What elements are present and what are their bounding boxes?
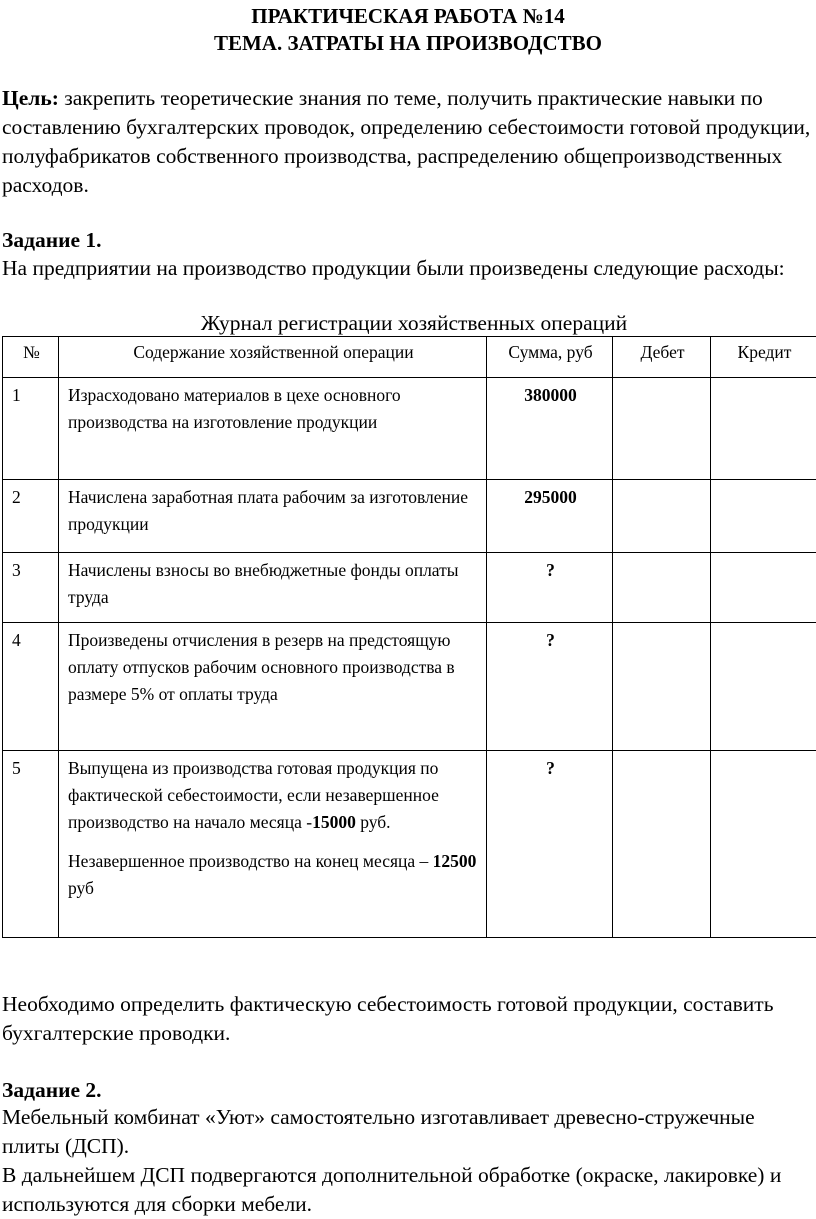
task2-heading: Задание 2. [2,1076,812,1105]
row-content: Начислена заработная плата рабочим за изготовление продукции [59,480,487,553]
row-sum: 295000 [487,480,613,553]
row-number: 1 [3,378,59,480]
row-debit [613,378,711,480]
row-content: Произведены отчисления в резерв на предстоящую оплату отпусков рабочим основного производства в размере 5% от оплаты труда [59,623,487,751]
row-number: 4 [3,623,59,751]
column-header-number: № [3,337,59,378]
column-header-debit: Дебет [613,337,711,378]
row-sum: ? [487,751,613,938]
row-content: Начислены взносы во внебюджетные фонды оплаты труда [59,553,487,623]
row-credit [711,378,816,480]
column-header-content: Содержание хозяйственной операции [59,337,487,378]
row-credit [711,553,816,623]
row-debit [613,553,711,623]
table-row [3,623,816,751]
column-header-credit: Кредит [711,337,816,378]
document-subtitle: ТЕМА. ЗАТРАТЫ НА ПРОИЗВОДСТВО [0,30,816,57]
column-header-sum: Сумма, руб [487,337,613,378]
row-sum: ? [487,623,613,751]
row-credit [711,623,816,751]
row-content: Израсходовано материалов в цехе основного производства на изготовление продукции [59,378,487,480]
wip-start-value: 15000 [312,812,356,832]
row-debit [613,623,711,751]
table-row [3,751,816,938]
row-debit [613,480,711,553]
table-row [3,553,816,623]
table-row [3,480,816,553]
task2-line1: Мебельный комбинат «Уют» самостоятельно изготавливает древесно-стружечные плиты (ДСП). [2,1103,812,1161]
row-sum: ? [487,553,613,623]
task2-line2: В дальнейшем ДСП подвергаются дополнительной обработке (окраске, лакировке) и используются для сборки мебели. [2,1161,812,1219]
table-caption: Журнал регистрации хозяйственных операций [0,310,816,336]
row-number: 2 [3,480,59,553]
table-header-row [3,337,816,378]
goal-label: Цель: [2,86,59,110]
goal-paragraph [2,84,812,200]
table-row [3,378,816,480]
task1-heading: Задание 1. [2,226,812,255]
row-content-part-a: Выпущена из производства готовая продукция по фактической себестоимости, если незавершенное производство на начало месяца - [68,758,439,832]
task2-text [2,1103,812,1219]
document-title: ПРАКТИЧЕСКАЯ РАБОТА №14 [0,3,816,30]
task1-text: На предприятии на производство продукции были произведены следующие расходы: [2,254,812,283]
row-credit [711,480,816,553]
operations-journal-table [2,336,816,938]
wip-end-value: 12500 [433,851,477,871]
row-sum: 380000 [487,378,613,480]
row-content-part-b: Незавершенное производство на конец месяца – [68,851,433,871]
row-credit [711,751,816,938]
row-content-part-a-end: руб. [356,812,391,832]
row-content-part-b-end: руб [68,878,94,898]
task1-conclusion: Необходимо определить фактическую себестоимость готовой продукции, составить бухгалтерские проводки. [2,990,812,1048]
row-debit [613,751,711,938]
row-content [59,751,487,938]
row-number: 5 [3,751,59,938]
goal-text: закрепить теоретические знания по теме, получить практические навыки по составлению бухгалтерских проводок, определению себестоимости готовой продукции, полуфабрикатов собственного производства, распределению общепроизводственных расходов. [2,86,810,197]
row-number: 3 [3,553,59,623]
